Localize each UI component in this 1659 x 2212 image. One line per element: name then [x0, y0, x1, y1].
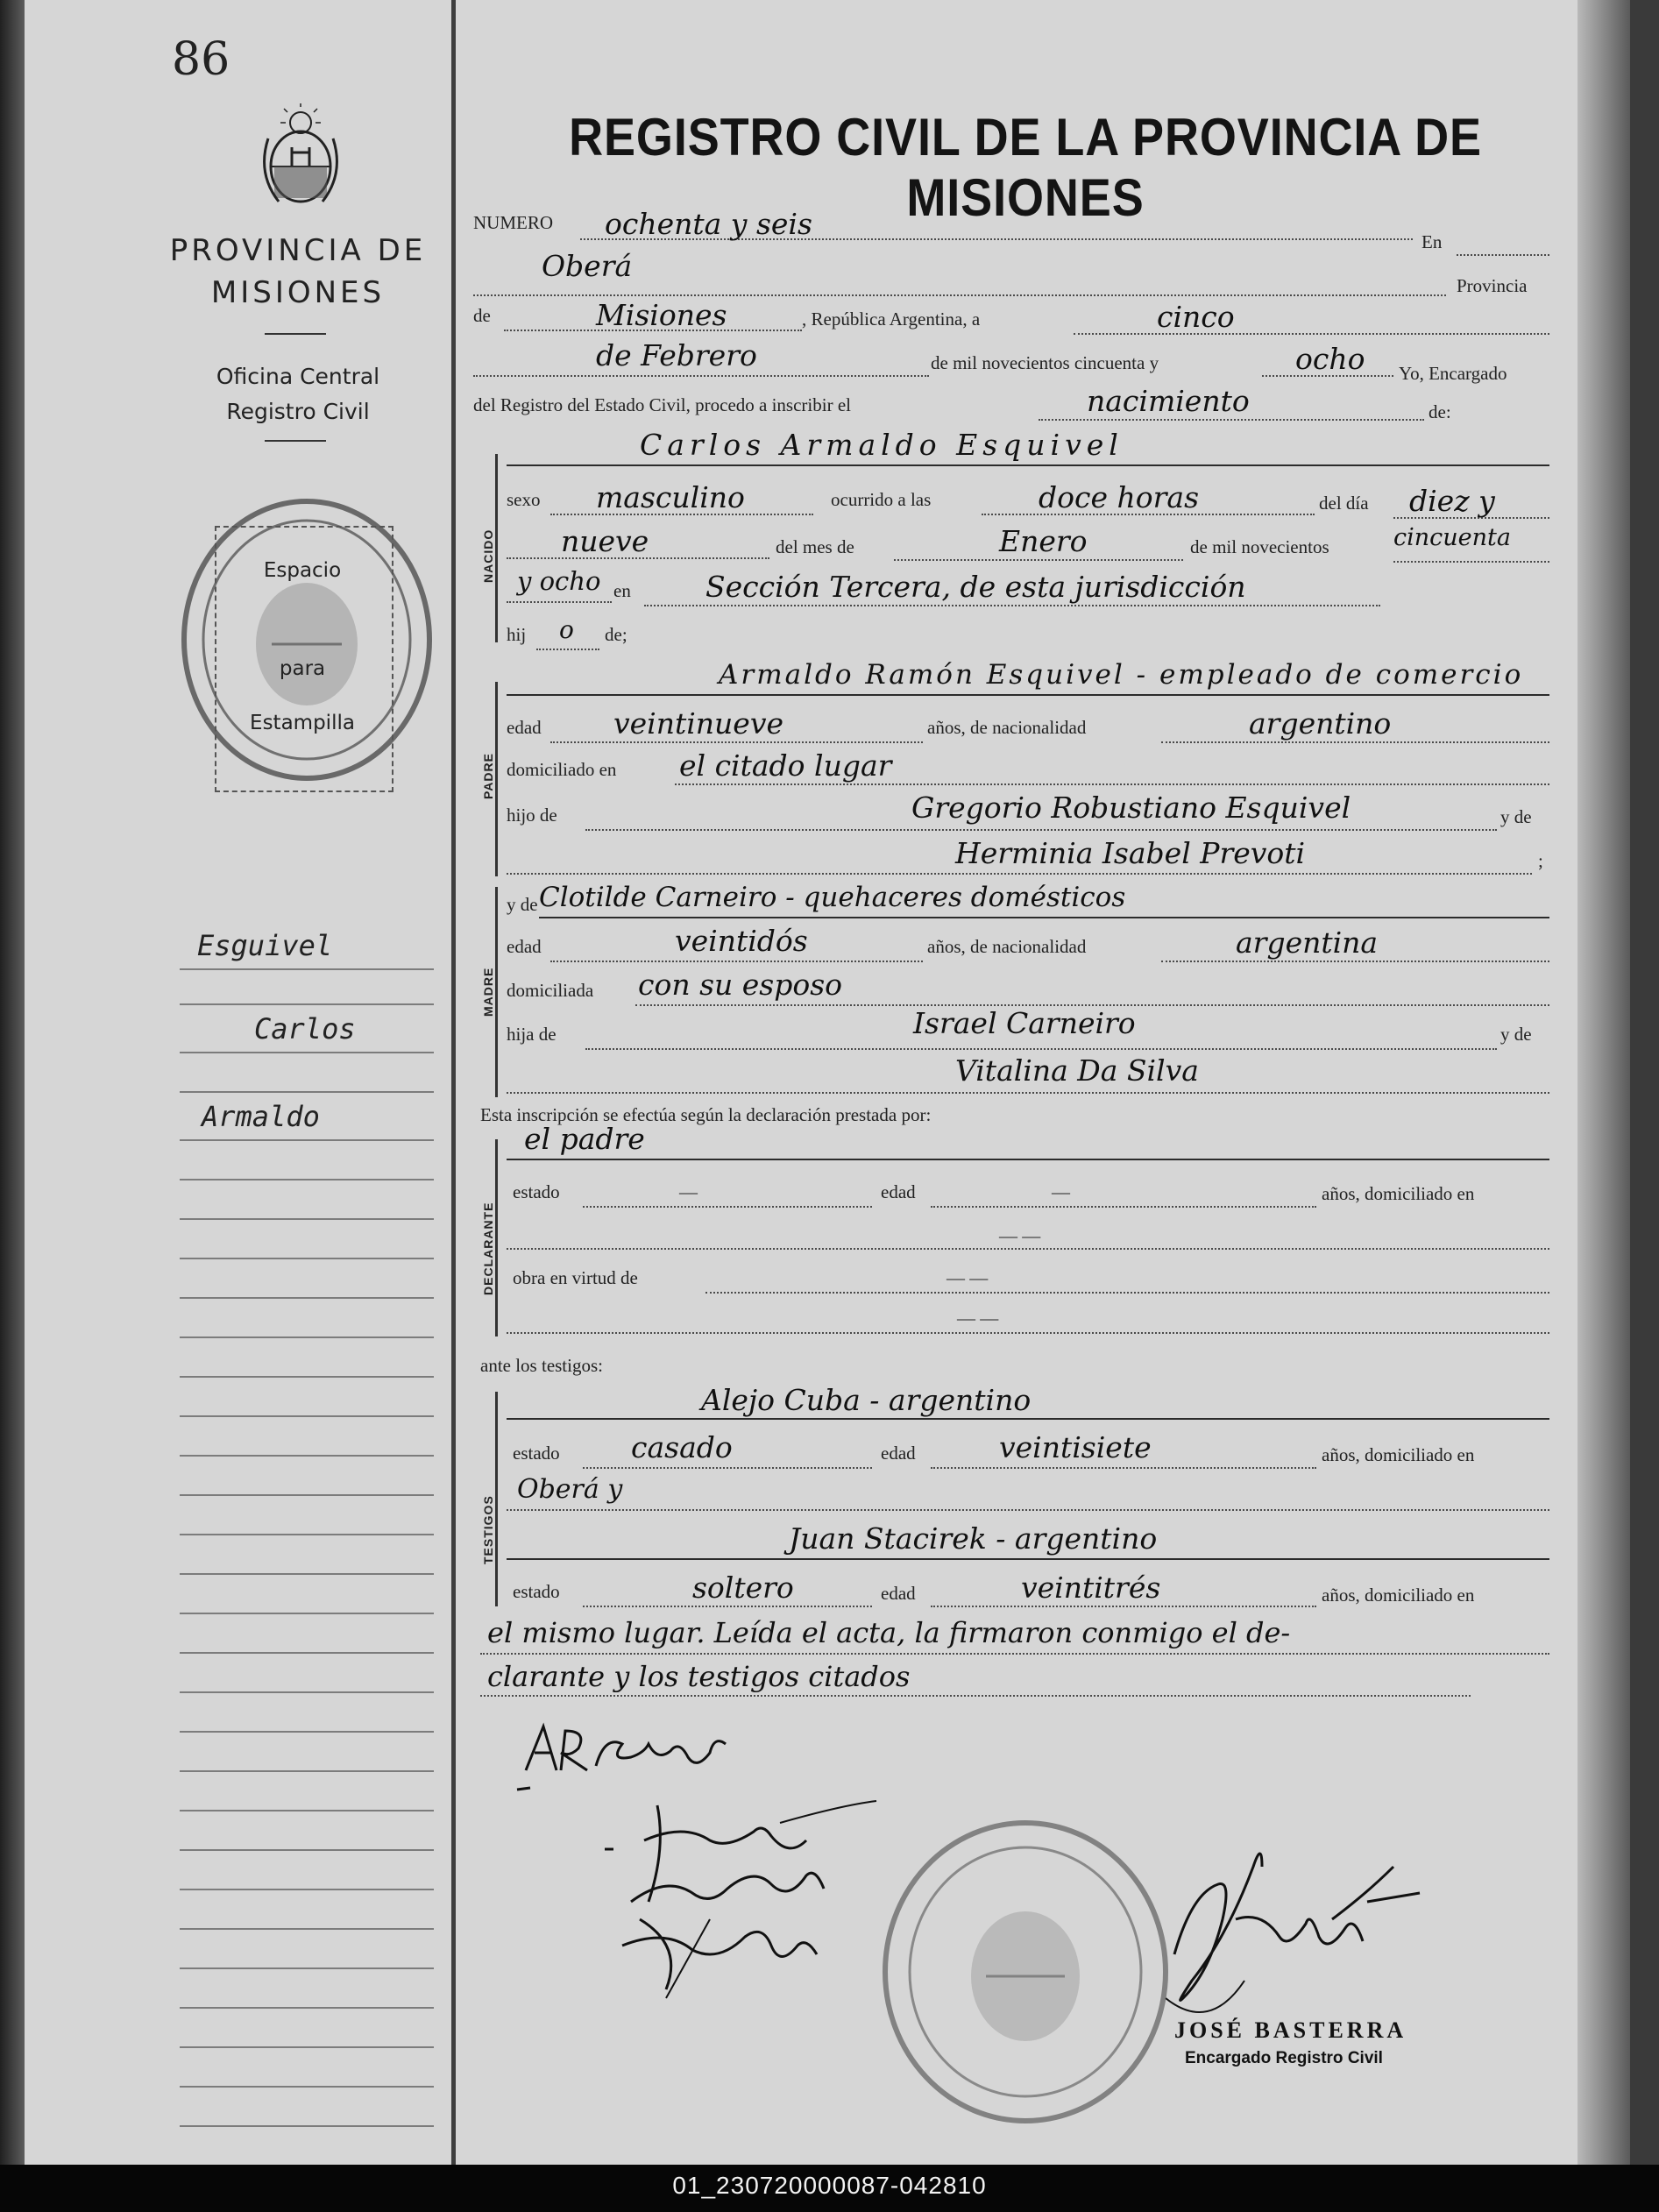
office-line-2: Registro Civil: [226, 399, 370, 424]
del-mes-label: del mes de: [776, 536, 854, 557]
sexo-label: sexo: [507, 489, 541, 510]
domiciliado-en-label: domiciliado en: [507, 759, 617, 780]
testigo1-value: Alejo Cuba - argentino: [701, 1383, 1032, 1417]
declarante-bracket: [495, 1139, 498, 1336]
padre-nac-value: argentino: [1249, 706, 1392, 741]
cierre-line-2: clarante y los testigos citados: [487, 1660, 911, 1693]
madre-edad-value: veintidós: [675, 924, 808, 958]
anio-value: ocho: [1295, 342, 1365, 376]
scan-filename: 01_230720000087-042810: [672, 2172, 987, 2199]
side-surname: Esguivel: [197, 929, 333, 962]
madre-nac-value: argentina: [1236, 925, 1379, 960]
anio-nac-1-value: cincuenta: [1393, 524, 1511, 551]
obra-label: obra en virtud de: [513, 1267, 638, 1288]
anio-nac-2-value: y ocho: [517, 566, 601, 596]
numero-label: NUMERO: [473, 212, 554, 233]
declarant-signature: [517, 1726, 726, 1790]
dia-nac-1-value: diez y: [1409, 484, 1495, 518]
madre-dom-value: con su esposo: [638, 968, 843, 1002]
t2-estado-label: estado: [513, 1581, 560, 1602]
section-declarante: DECLARANTE: [481, 1202, 495, 1295]
decl-anos-dom-label: años, domiciliado en: [1322, 1183, 1475, 1204]
decl-estado-label: estado: [513, 1181, 560, 1202]
padre-bracket: [495, 682, 498, 876]
hij-suffix-value: o: [559, 615, 574, 644]
sexo-value: masculino: [596, 480, 745, 514]
side-rule: [265, 440, 326, 442]
del-dia-label: del día: [1319, 493, 1369, 514]
decl-dash-c: — —: [957, 1308, 999, 1329]
semicolon-label: ;: [1538, 850, 1543, 871]
de-semicolon-label: de;: [605, 624, 627, 645]
mil-label: de mil novecientos cincuenta y: [931, 352, 1159, 373]
side-name-1: Carlos: [254, 1012, 356, 1046]
acto-value: nacimiento: [1087, 384, 1250, 418]
t1-edad-label: edad: [881, 1443, 916, 1464]
side-rule: [265, 333, 326, 335]
de-colon-label: de:: [1429, 401, 1451, 422]
registrar-name: JOSÉ BASTERRA: [1174, 2017, 1407, 2043]
mes-value: de Febrero: [596, 338, 757, 372]
decl-estado-value: —: [679, 1181, 698, 1202]
page-number: 86: [172, 33, 230, 86]
madre-edad-label: edad: [507, 936, 542, 957]
office-line-1: Oficina Central: [216, 364, 380, 389]
madre-y-de-label: y de: [507, 894, 538, 915]
decl-edad-label: edad: [881, 1181, 916, 1202]
cierre-line-1: el mismo lugar. Leída el acta, la firmaron conmigo el de-: [487, 1616, 1291, 1649]
registro-label: del Registro del Estado Civil, procedo a inscribir el: [473, 394, 851, 415]
office-heading: [149, 359, 447, 429]
domiciliada-label: domiciliada: [507, 980, 594, 1001]
numero-value: ochenta y seis: [605, 207, 812, 241]
section-padre: PADRE: [481, 753, 495, 799]
madre-nac-label: años, de nacionalidad: [927, 936, 1087, 957]
province-line-2: MISIONES: [210, 275, 386, 310]
t1-edad-value: veintisiete: [999, 1430, 1152, 1464]
madre-y-de-label-2: y de: [1500, 1024, 1532, 1045]
registrar-signature: [1166, 1854, 1420, 2012]
t2-edad-value: veintitrés: [1021, 1570, 1161, 1605]
de-label: de: [473, 305, 491, 326]
testigos-label: ante los testigos:: [480, 1355, 603, 1376]
t2-anos-dom-label: años, domiciliado en: [1322, 1585, 1475, 1606]
inscripcion-label: Esta inscripción se efectúa según la declaración prestada por:: [480, 1104, 932, 1125]
padre-edad-value: veintinueve: [613, 706, 784, 741]
declarante-value: el padre: [524, 1122, 645, 1156]
provincia-value: Misiones: [596, 298, 727, 332]
t2-estado-value: soltero: [692, 1570, 794, 1605]
madre-value: Clotilde Carneiro - quehaceres domésticos: [539, 882, 1126, 913]
document-title: REGISTRO CIVIL DE LA PROVINCIA DE MISIONES: [569, 108, 1482, 227]
t1-anos-dom-label: años, domiciliado en: [1322, 1444, 1475, 1465]
en-label-2: en: [613, 580, 631, 601]
en-label: En: [1421, 231, 1443, 252]
testigos-bracket: [495, 1392, 498, 1606]
padre-dom-value: el citado lugar: [679, 748, 892, 783]
lugar-value: Oberá: [542, 249, 633, 283]
nacido-bracket: [495, 454, 498, 642]
mil-nov-label: de mil novecientos: [1190, 536, 1329, 557]
dia-value: cinco: [1157, 300, 1235, 334]
section-nacido: NACIDO: [481, 528, 495, 583]
padre-edad-label: edad: [507, 717, 542, 738]
padre-hijo-de-2-value: Herminia Isabel Prevoti: [955, 836, 1306, 870]
margin-divider: [451, 0, 456, 2165]
stamp-label-line-1: Espacio: [263, 559, 342, 582]
t1-dom-value: Oberá y: [517, 1474, 623, 1505]
province-heading: [149, 230, 447, 314]
republica-label: , República Argentina, a: [802, 308, 981, 330]
registry-seal-stamp: [876, 1814, 1174, 2130]
yo-label: Yo, Encargado: [1399, 363, 1507, 384]
page-edge-shadow: [1577, 0, 1630, 2165]
madre-hija-de-1-value: Israel Carneiro: [913, 1006, 1136, 1040]
t2-edad-label: edad: [881, 1583, 916, 1604]
testigo2-value: Juan Stacirek - argentino: [789, 1521, 1158, 1556]
hijo-de-label: hijo de: [507, 805, 557, 826]
hora-value: doce horas: [1039, 480, 1199, 514]
t1-estado-value: casado: [631, 1430, 733, 1464]
padre-hijo-de-1-value: Gregorio Robustiano Esquivel: [911, 791, 1351, 825]
stamp-space-label: [215, 543, 390, 750]
madre-hija-de-2-value: Vitalina Da Silva: [955, 1053, 1199, 1088]
hij-label: hij: [507, 624, 527, 645]
stamp-label-line-3: Estampilla: [250, 712, 355, 734]
decl-dash-a: — —: [999, 1225, 1041, 1246]
hija-de-label: hija de: [507, 1024, 557, 1045]
padre-y-de-label: y de: [1500, 806, 1532, 827]
provincia-label: Provincia: [1457, 275, 1528, 296]
padre-nac-label: años, de nacionalidad: [927, 717, 1087, 738]
ocurrido-label: ocurrido a las: [831, 489, 932, 510]
registrar-title: Encargado Registro Civil: [1185, 2049, 1383, 2067]
t1-estado-label: estado: [513, 1443, 560, 1464]
decl-edad-value: —: [1052, 1181, 1070, 1202]
dia-nac-2-value: nueve: [561, 524, 649, 558]
side-name-2: Armaldo: [202, 1100, 320, 1133]
madre-bracket: [495, 887, 498, 1097]
decl-dash-b: — —: [946, 1267, 989, 1288]
section-madre: MADRE: [481, 967, 495, 1017]
witness-signatures: [605, 1801, 876, 1998]
padre-value: Armaldo Ramón Esquivel - empleado de comercio: [719, 659, 1524, 691]
section-testigos: TESTIGOS: [481, 1495, 495, 1564]
coat-of-arms-icon: [252, 103, 349, 209]
mes-nac-value: Enero: [999, 524, 1088, 558]
province-line-1: PROVINCIA DE: [169, 233, 427, 268]
stamp-label-line-2: para: [279, 657, 326, 680]
lugar-nac-value: Sección Tercera, de esta jurisdicción: [705, 570, 1246, 604]
child-name-value: Carlos Armaldo Esquivel: [640, 428, 1124, 462]
